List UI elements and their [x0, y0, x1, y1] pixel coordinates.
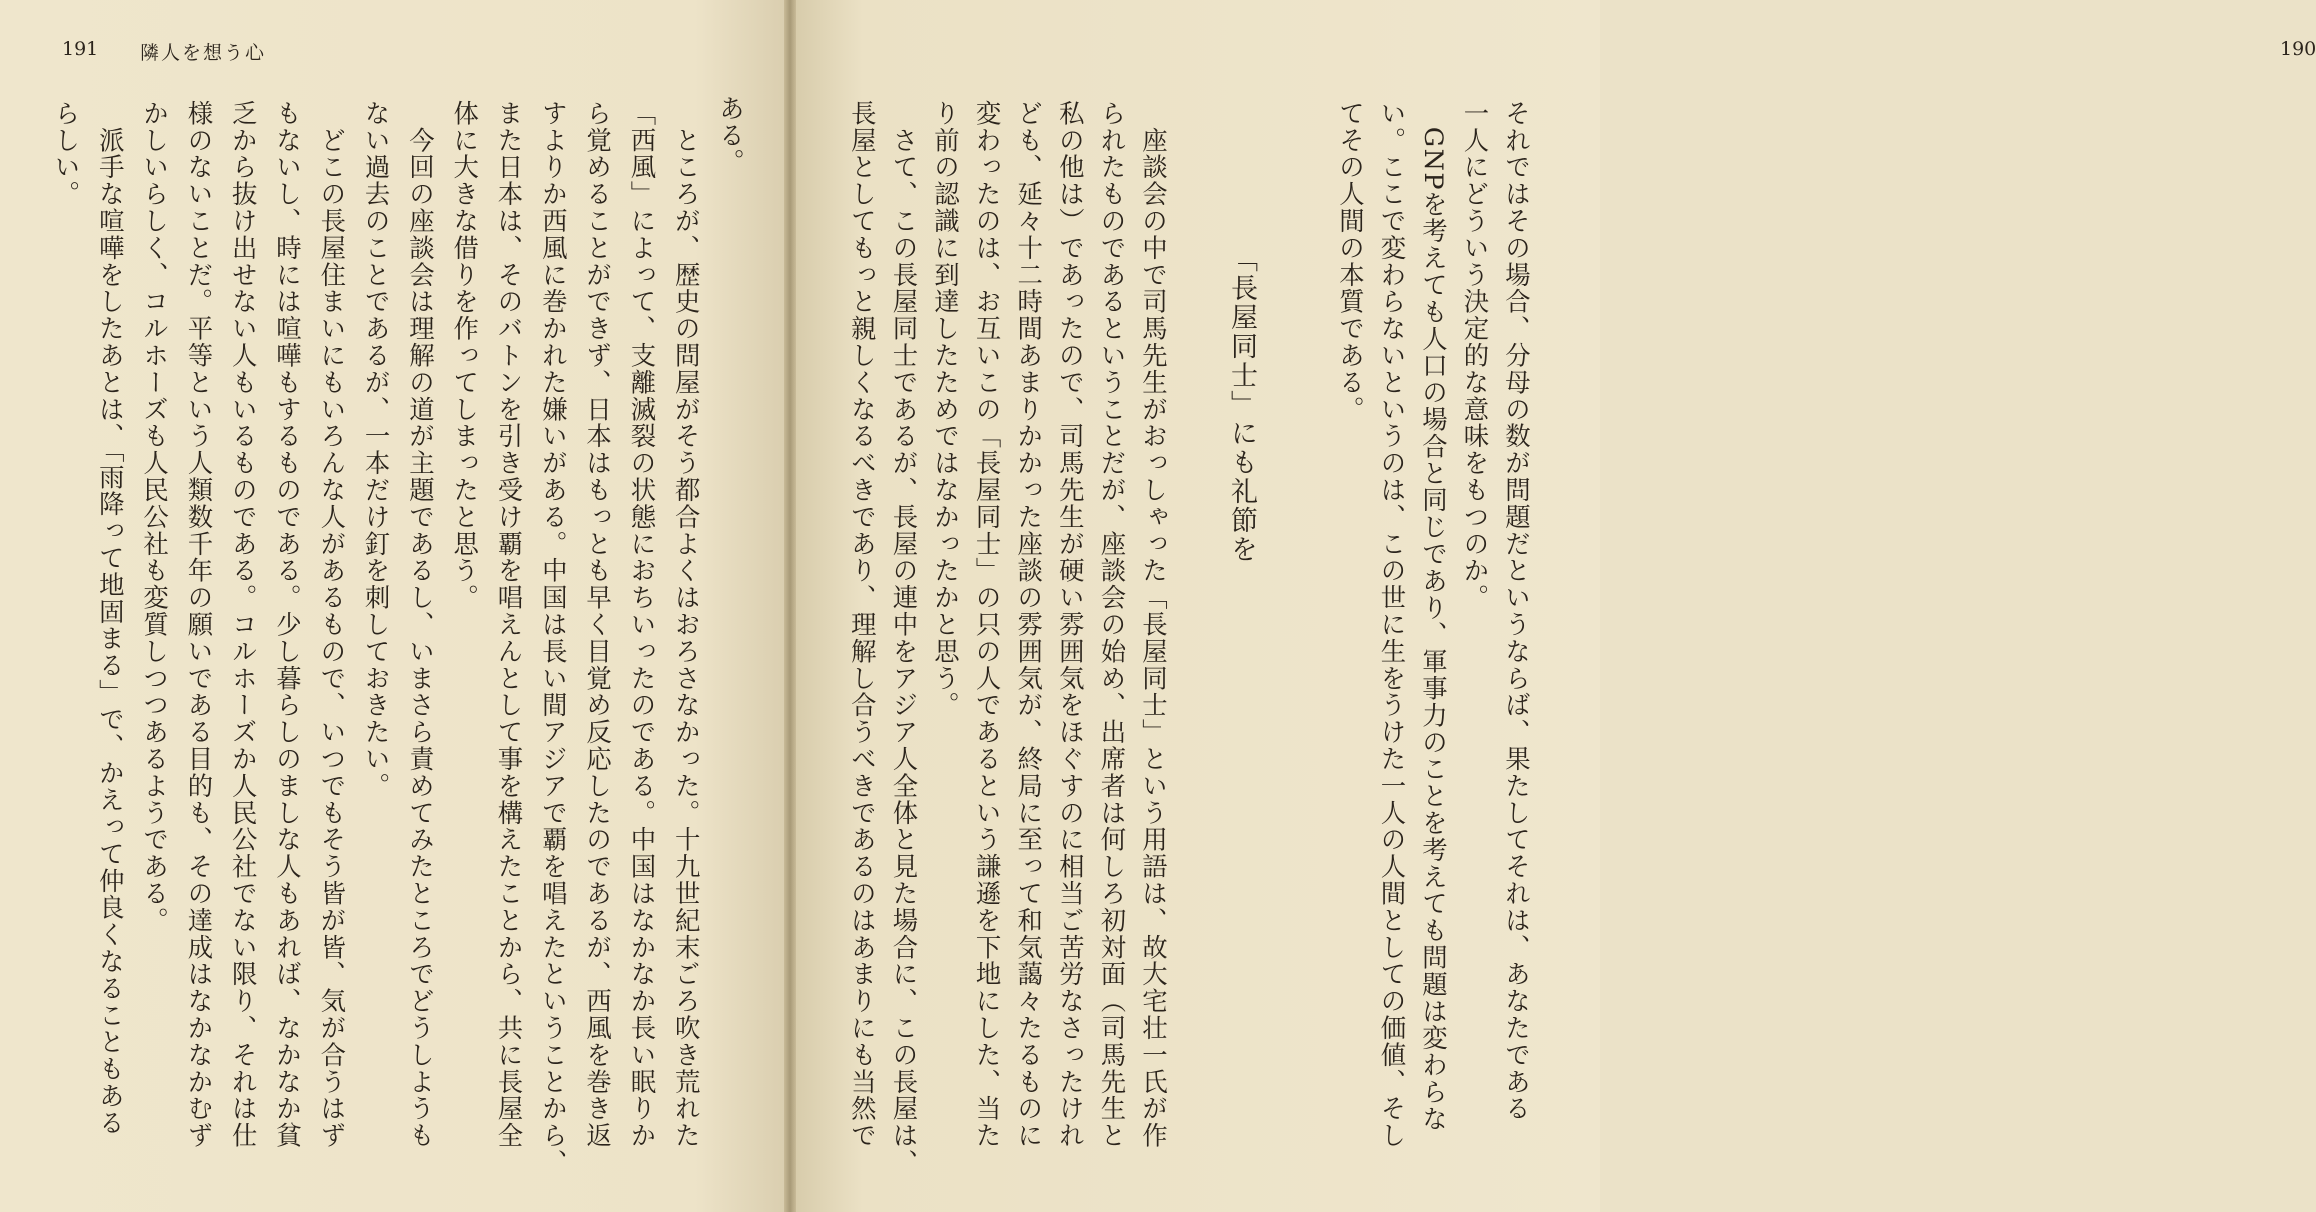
text-line: てその人間の本質である。	[1336, 100, 1366, 423]
page-number-right: 190	[2280, 38, 2316, 60]
text-line: ら覚めることができず、日本はもっとも早く目覚め反応したのであるが、西風を巻き返	[583, 100, 614, 1150]
text-line: すよりか西風に巻かれた嫌いがある。中国は長い間アジアで覇を唱えたということから、	[538, 100, 569, 1176]
section-heading: 「長屋同士」にも礼節を	[1226, 245, 1257, 564]
text-line: 「西風」によって、支離滅裂の状態におちいったのである。中国はなかなか長い眠りか	[627, 100, 658, 1150]
text-line: かしいらしく、コルホーズも人民公社も変質しつつあるようである。	[140, 100, 171, 934]
text-line: 様のないことだ。平等という人類数千年の願いである目的も、その達成はなかなかむず	[184, 100, 215, 1150]
running-head: 隣人を想う心	[140, 42, 267, 64]
text-line: 派手な喧嘩をしたあとは、「雨降って地固まる」で、かえって仲良くなることもある	[95, 100, 126, 1137]
text-line: られたものであるということだが、座談会の始め、出席者は何しろ初対面（司馬先生と	[1097, 100, 1128, 1150]
text-line: また日本は、そのバトンを引き受け覇を唱えんとして事を構えたことから、共に長屋全	[494, 100, 525, 1150]
text-line: ども、延々十二時間あまりかかった座談の雰囲気が、終局に至って和気藹々たるものに	[1014, 100, 1045, 1150]
text-line: 今回の座談会は理解の道が主題であるし、いまさら責めてみたところでどうしようも	[405, 100, 436, 1150]
left-page	[0, 0, 790, 1212]
text-line: 長屋としてもっと親しくなるべきであり、理解し合うべきであるのはあまりにも当然で	[847, 100, 878, 1150]
text-line: 座談会の中で司馬先生がおっしゃった「長屋同士」という用語は、故大宅壮一氏が作	[1139, 100, 1169, 1150]
text-line: どこの長屋住まいにもいろんな人があるもので、いつでもそう皆が皆、気が合うはず	[317, 100, 348, 1150]
text-line: 一人にどういう決定的な意味をもつのか。	[1460, 100, 1491, 612]
text-line: 変わったのは、お互いこの「長屋同士」の只の人であるという謙遜を下地にした、当た	[972, 100, 1003, 1150]
text-line: 体に大きな借りを作ってしまったと思う。	[450, 100, 481, 612]
text-line: それではその場合、分母の数が問題だというならば、果たしてそれは、あなたである	[1502, 100, 1532, 1123]
right-page	[790, 0, 2316, 1212]
text-line: もないし、時には喧嘩もするものである。少し暮らしのましな人もあれば、なかなか貧	[273, 100, 303, 1150]
text-line: ない過去のことであるが、一本だけ釘を刺しておきたい。	[361, 100, 392, 800]
text-line: ところが、歴史の問屋がそう都合よくはおろさなかった。十九世紀末ごろ吹き荒れた	[671, 100, 702, 1150]
text-line: り前の認識に到達したためではなかったかと思う。	[931, 100, 961, 719]
text-line: GNPを考えても人口の場合と同じであり、軍事力のことを考えても問題は変わらな	[1419, 100, 1449, 1133]
text-line: 私の他は）であったので、司馬先生が硬い雰囲気をほぐすのに相当ご苦労なさったけれ	[1055, 100, 1086, 1150]
text-line: ある。	[716, 95, 746, 176]
page-number-left: 191	[62, 38, 99, 60]
text-line: らしい。	[51, 100, 82, 208]
text-line: さて、この長屋同士であるが、長屋の連中をアジア人全体と見た場合に、この長屋は、	[889, 100, 920, 1176]
text-line: 乏から抜け出せない人もいるものである。コルホーズか人民公社でない限り、それは仕	[228, 100, 259, 1150]
book-gutter	[784, 0, 796, 1212]
text-line: い。ここで変わらないというのは、この世に生をうけた一人の人間としての価値、そし	[1377, 100, 1408, 1150]
